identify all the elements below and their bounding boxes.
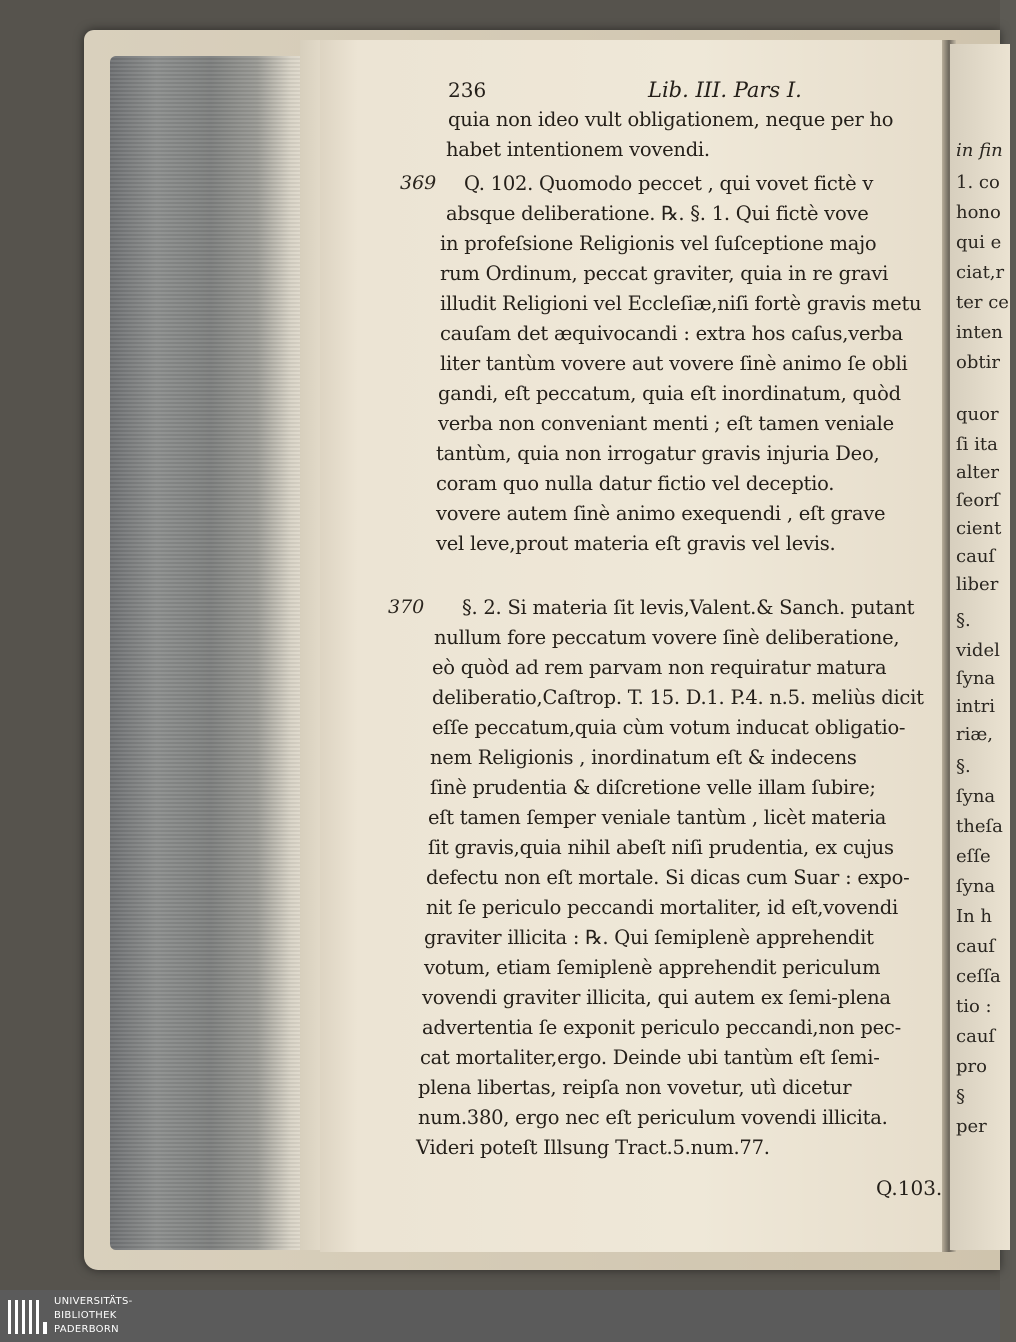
text-line: nullum fore peccatum vovere ſinè deliberatione,: [434, 626, 900, 649]
facing-text-line: ter ce: [956, 292, 1009, 313]
facing-text-line: in fin: [956, 140, 1003, 161]
text-line: rum Ordinum, peccat graviter, quia in re gravi: [440, 262, 889, 285]
text-line: absque deliberatione. ℞. §. 1. Qui fictè vove: [446, 202, 869, 225]
facing-text-line: 1. co: [956, 172, 1000, 193]
facing-text-line: §.: [956, 610, 971, 631]
text-line: vovere autem ſinè animo exequendi , eſt grave: [436, 502, 886, 525]
facing-text-line: ſeorſ: [956, 490, 1000, 511]
text-line: Videri poteſt Illsung Tract.5.num.77.: [416, 1136, 770, 1159]
page-edges: [110, 56, 320, 1250]
facing-text-line: cauſ: [956, 936, 996, 957]
facing-text-line: liber: [956, 574, 999, 595]
logo-line: PADERBORN: [54, 1324, 119, 1335]
facing-text-line: cauſ: [956, 546, 996, 567]
catchword: Q.103.: [876, 1176, 943, 1200]
running-head: Lib. III. Pars I.: [648, 78, 802, 102]
facing-page: [950, 44, 1010, 1250]
facing-text-line: §: [956, 1086, 965, 1107]
facing-text-line: videl: [956, 640, 1000, 661]
facing-text-line: cauſ: [956, 1026, 996, 1047]
page-number: 236: [448, 78, 487, 102]
facing-text-line: qui e: [956, 232, 1002, 253]
text-line: vel leve,prout materia eſt gravis vel levis.: [436, 532, 836, 555]
text-line: num.380, ergo nec eſt periculum vovendi illicita.: [418, 1106, 888, 1129]
text-line: nem Religionis , inordinatum eſt & indecens: [430, 746, 857, 769]
text-line: gandi, eſt peccatum, quia eſt inordinatum, quòd: [438, 382, 901, 405]
facing-text-line: In h: [956, 906, 993, 927]
facing-text-line: alter: [956, 462, 999, 483]
text-line: in profeſsione Religionis vel ſuſceptione majo: [440, 232, 877, 255]
text-line: cat mortaliter,ergo. Deinde ubi tantùm eſt ſemi-: [420, 1046, 880, 1069]
library-logo-text: [54, 1295, 133, 1337]
facing-text-line: riæ,: [956, 724, 994, 745]
text-line: graviter illicita : ℞. Qui ſemiplenè apprehendit: [424, 926, 874, 949]
text-line: verba non conveniant menti ; eſt tamen veniale: [438, 412, 894, 435]
text-line: defectu non eſt mortale. Si dicas cum Suar : expo-: [426, 866, 910, 889]
facing-text-line: ciat,r: [956, 262, 1005, 283]
text-line: vovendi graviter illicita, qui autem ex ſemi-plena: [422, 986, 891, 1009]
logo-line: UNIVERSITÄTS-: [54, 1296, 133, 1307]
facing-text-line: eſſe: [956, 846, 991, 867]
text-line: nit ſe periculo peccandi mortaliter, id eſt,vovendi: [426, 896, 898, 919]
facing-text-line: §.: [956, 756, 971, 777]
library-logo-icon: [6, 1294, 50, 1338]
text-line: tantùm, quia non irrogatur gravis injuria Deo,: [436, 442, 880, 465]
facing-text-line: ſi ita: [956, 434, 998, 455]
facing-text-line: ſyna: [956, 786, 996, 807]
text-line: eò quòd ad rem parvam non requiratur matura: [432, 656, 887, 679]
text-line: habet intentionem vovendi.: [446, 138, 710, 161]
facing-text-line: per: [956, 1116, 987, 1137]
library-footer: [0, 1290, 1000, 1342]
facing-text-line: cient: [956, 518, 1002, 539]
facing-text-line: ceſſa: [956, 966, 1001, 987]
text-line: coram quo nulla datur fictio vel deceptio.: [436, 472, 835, 495]
facing-text-line: ſyna: [956, 876, 996, 897]
text-line: ſinè prudentia & diſcretione velle illam ſubire;: [430, 776, 876, 799]
text-line: plena libertas, reipſa non vovetur, utì dicetur: [418, 1076, 852, 1099]
text-line: ſit gravis,quia nihil abeſt niſi prudentia, ex cujus: [428, 836, 894, 859]
facing-text-line: tio :: [956, 996, 992, 1017]
text-line: votum, etiam ſemiplenè apprehendit periculum: [424, 956, 881, 979]
facing-text-line: quor: [956, 404, 999, 425]
text-line: Q. 102. Quomodo peccet , qui vovet fictè v: [464, 172, 874, 195]
margin-number-370: 370: [388, 596, 425, 618]
facing-text-line: pro: [956, 1056, 987, 1077]
facing-text-line: hono: [956, 202, 1001, 223]
text-line: liter tantùm vovere aut vovere ſinè animo ſe obli: [440, 352, 908, 375]
text-line: eſt tamen ſemper veniale tantùm , licèt materia: [428, 806, 887, 829]
facing-text-line: obtir: [956, 352, 1000, 373]
text-line: illudit Religioni vel Eccleſiæ,niſi fortè gravis metu: [440, 292, 922, 315]
facing-text-line: theſa: [956, 816, 1003, 837]
book-page: [320, 40, 948, 1252]
text-line: §. 2. Si materia ſit levis,Valent.& Sanch. putant: [462, 596, 915, 619]
facing-text-line: intri: [956, 696, 995, 717]
facing-text-line: inten: [956, 322, 1003, 343]
logo-line: BIBLIOTHEK: [54, 1310, 117, 1321]
text-line: cauſam det æquivocandi : extra hos caſus,verba: [440, 322, 903, 345]
facing-text-line: ſyna: [956, 668, 996, 689]
margin-number-369: 369: [400, 172, 437, 194]
text-line: deliberatio,Caſtrop. T. 15. D.1. P.4. n.5. meliùs dicit: [432, 686, 924, 709]
text-line: quia non ideo vult obligationem, neque per ho: [448, 108, 894, 131]
text-line: advertentia ſe exponit periculo peccandi,non pec-: [422, 1016, 901, 1039]
text-line: eſſe peccatum,quia cùm votum inducat obligatio-: [432, 716, 906, 739]
